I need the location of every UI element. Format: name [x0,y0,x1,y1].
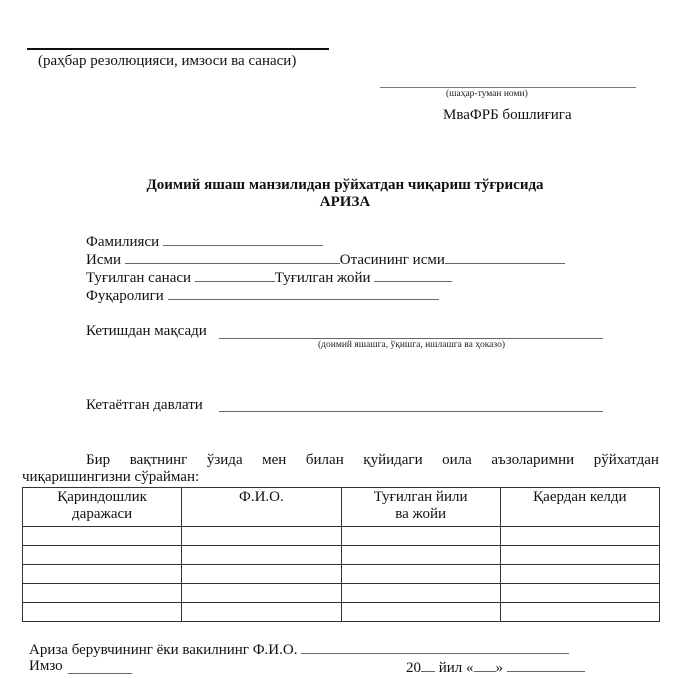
citizenship-field[interactable] [168,286,439,300]
district-name-field[interactable] [380,87,636,88]
applicant-label: Ариза берувчининг ёки вакилнинг Ф.И.О. [29,642,298,658]
table-cell[interactable] [23,527,182,546]
name-row [86,250,565,269]
table-cell[interactable] [182,527,341,546]
table-row [23,603,660,622]
surname-label: Фамилияси [86,234,160,250]
table-cell[interactable] [23,584,182,603]
surname-row [86,232,323,251]
table-row [23,565,660,584]
family-members-table [22,487,660,622]
signature-field[interactable] [68,673,132,674]
birth-place-field[interactable] [374,268,452,282]
destination-field[interactable] [219,411,603,412]
birth-date-field[interactable] [195,268,275,282]
table-cell[interactable] [500,565,659,584]
table-cell[interactable] [500,584,659,603]
table-cell[interactable] [341,584,500,603]
year-prefix: 20 [406,660,421,676]
table-row [23,527,660,546]
table-cell[interactable] [500,603,659,622]
table-header-row [23,488,660,527]
table-cell[interactable] [182,584,341,603]
table-row [23,546,660,565]
birth-place-label: Туғилган жойи [274,270,371,286]
district-caption: (шаҳар-туман номи) [446,89,528,99]
birth-row [86,268,452,287]
resolution-signature-line[interactable] [27,48,329,50]
table-cell[interactable] [341,603,500,622]
purpose-field[interactable] [219,338,603,339]
document-subtitle: Доимий яшаш манзилидан рўйхатдан чиқариш тўғрисида [146,177,544,193]
column-header-relationship: Қариндошлик даражаси [23,488,182,527]
day-close: » [495,660,504,676]
citizenship-label: Фуқаролиги [86,288,164,304]
applicant-name-field[interactable] [301,640,569,654]
column-header-birth-year-place: Туғилган йили ва жойи [341,488,500,527]
table-cell[interactable] [182,603,341,622]
table-cell[interactable] [182,546,341,565]
date-row [406,658,585,677]
purpose-label: Кетишдан мақсади [86,323,207,339]
patronymic-field[interactable] [445,250,565,264]
patronymic-label: Отасининг исми [339,252,445,268]
day-field[interactable] [474,658,496,672]
table-cell[interactable] [500,546,659,565]
table-cell[interactable] [23,546,182,565]
month-field[interactable] [507,658,585,672]
destination-label: Кетаётган давлати [86,397,203,413]
addressee: МваФРБ бошлиғига [443,107,572,123]
table-cell[interactable] [500,527,659,546]
year-field[interactable] [421,658,435,672]
request-text-line2: чиқаришингизни сўрайман: [22,469,200,485]
table-cell[interactable] [182,565,341,584]
surname-field[interactable] [163,232,323,246]
table-cell[interactable] [341,546,500,565]
table-cell[interactable] [23,603,182,622]
table-row [23,584,660,603]
table-cell[interactable] [341,565,500,584]
document-title: АРИЗА [319,194,371,210]
column-header-arrived-from: Қаердан келди [500,488,659,527]
citizenship-row [86,286,439,305]
table-cell[interactable] [341,527,500,546]
resolution-caption: (раҳбар резолюцияси, имзоси ва санаси) [38,53,297,69]
signature-label: Имзо [29,658,63,674]
purpose-hint: (доимий яшашга, ўқишга, ишлашга ва ҳоказо) [318,340,506,350]
column-header-full-name: Ф.И.О. [182,488,341,527]
name-field[interactable] [125,250,340,264]
request-text-line1: Бир вақтнинг ўзида мен билан қуйидаги оила аъзоларимни рўйхатдан [86,452,659,468]
applicant-row [29,640,569,659]
name-label: Исми [86,252,122,268]
year-suffix: йил « [438,660,474,676]
table-cell[interactable] [23,565,182,584]
birth-date-label: Туғилган санаси [86,270,192,286]
